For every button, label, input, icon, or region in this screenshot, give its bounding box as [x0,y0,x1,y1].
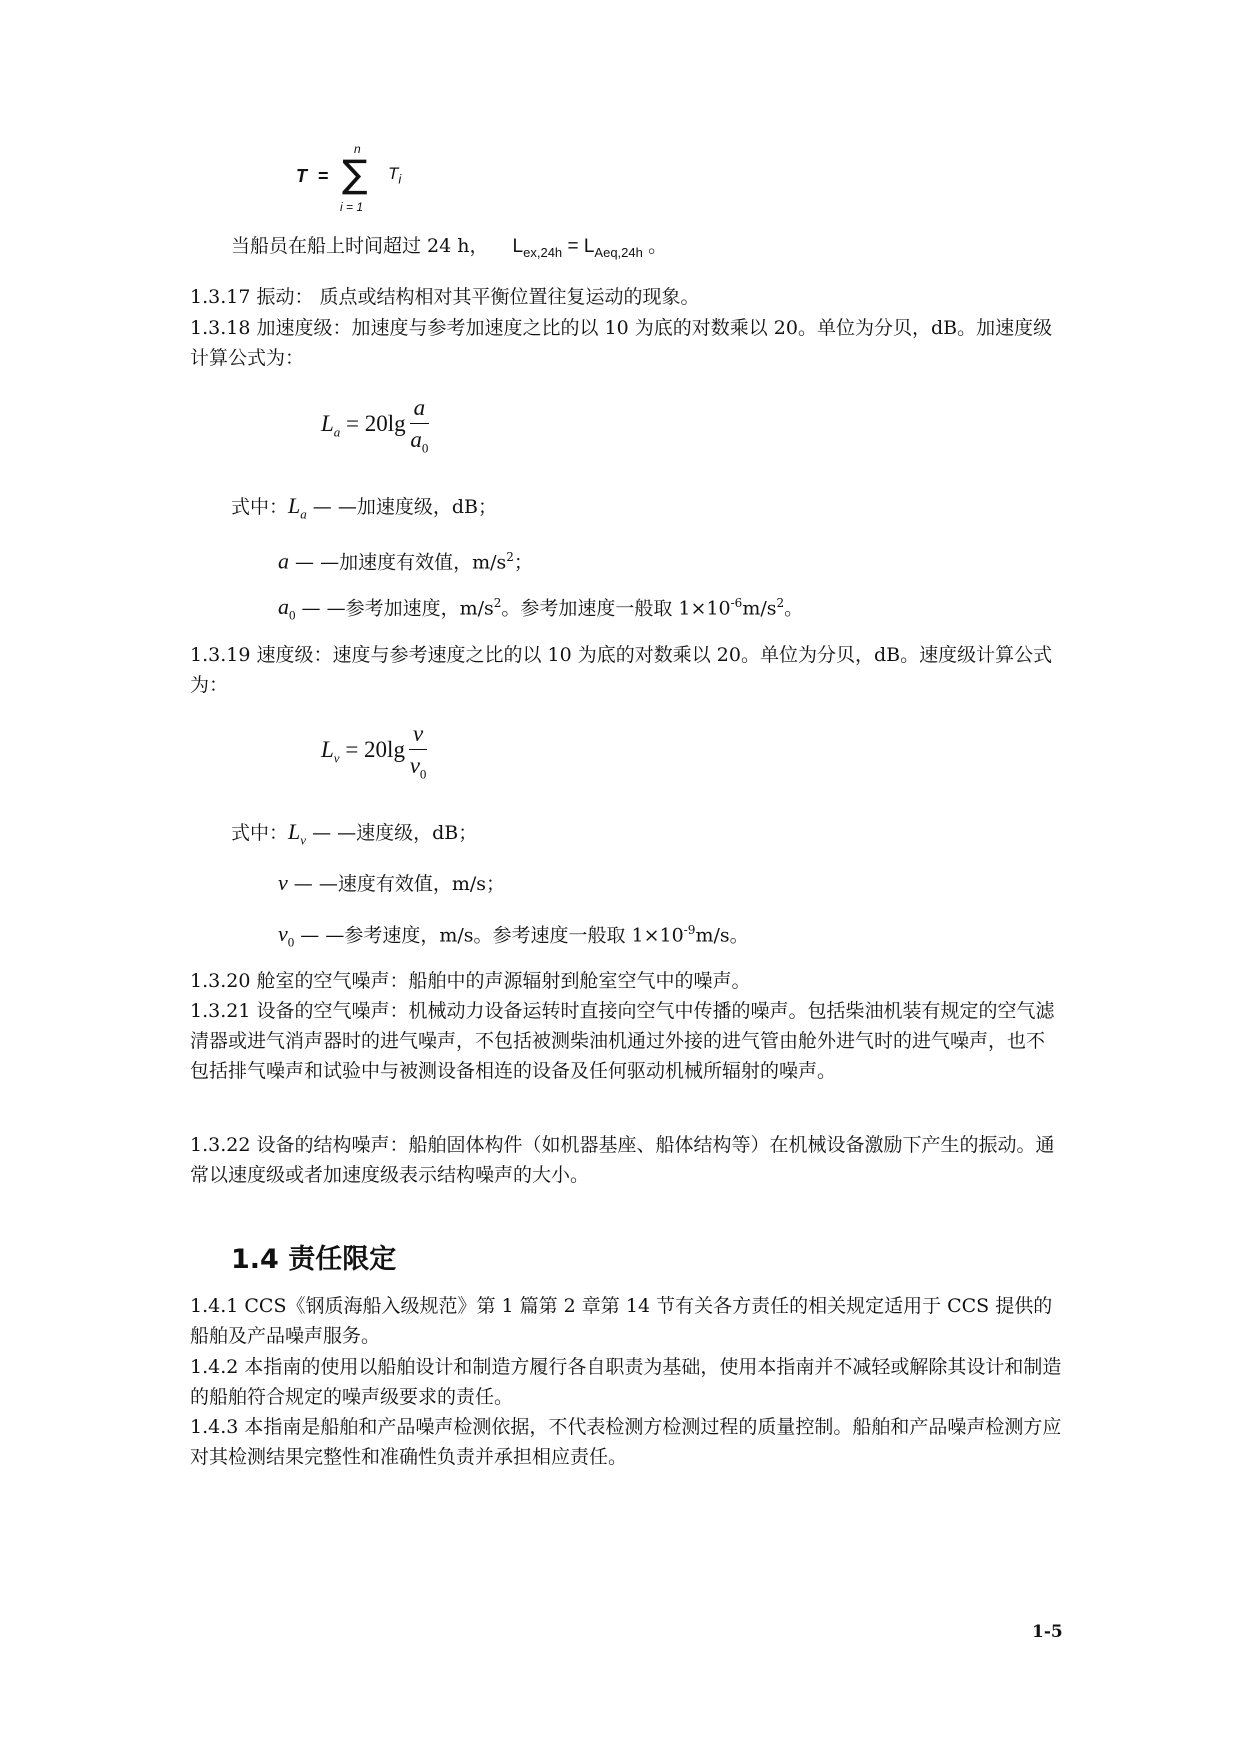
clause-1-3-21: 1.3.21 设备的空气噪声：机械动力设备运转时直接向空气中传播的噪声。包括柴油机装有规定的空气滤清器或进气消声器时的进气噪声，不包括被测柴油机通过外接的进气管由舱外进气时的进气噪声，也不包括排气噪声和试验中与被测设备相连的设备及任何驱动机械所辐射的噪声。 [190,1000,1055,1082]
definition-v0-sym: v [278,921,288,947]
definition-la-text: — —加速度级，dB； [306,496,497,518]
definition-a0-mid: 。参考加速度一般取 1×10 [501,597,731,620]
clause-1-3-17: 1.3.17 振动： 质点或结构相对其平衡位置往复运动的现象。 [190,286,700,308]
definition-a0-sub: 0 [289,607,296,623]
lex-24h-formula [512,236,668,260]
definition-la-sym: L [288,493,301,518]
formula-lv-fraction [409,721,427,783]
lex-eq: = [567,236,579,257]
formula-lv-lhs-sub: v [333,750,340,766]
formula-la-lhs-symbol: L [321,411,334,437]
formula-lv-denominator [409,750,427,783]
definition-a0-sup2: -6 [730,596,743,610]
formula-t-term-symbol: T [388,164,399,183]
clause-1-4-1: 1.4.1 CCS《钢质海船入级规范》第 1 篇第 2 章第 14 节有关各方责任的相关规定适用于 CCS 提供的船舶及产品噪声服务。 [190,1295,1053,1347]
definition-lv-text: — —速度级，dB； [306,822,478,844]
definition-v-text: — —速度有效值，m/s； [287,873,506,895]
lex-end: 。 [648,236,668,257]
definition-lv-symbol [288,819,307,848]
section-heading-1-4: 1.4 责任限定 [231,1244,397,1275]
laeq-sub: Aeq,24h [594,244,643,260]
formula-lv-den-sub: 0 [419,766,427,782]
formula-la-denominator [410,424,430,457]
lex-symbol: L [512,236,524,257]
definition-v0-end: m/s。 [695,924,749,947]
definition-v [278,868,505,899]
formula-lv-den-symbol: v [409,753,420,778]
formula-velocity-level [321,721,427,783]
formula-la-lhs [321,411,341,440]
definition-v0-text: — —参考速度，m/s。参考速度一般取 1×10 [294,924,684,947]
clause-1-4-2: 1.4.2 本指南的使用以船舶设计和制造方履行各自职责为基础，使用本指南并不减轻或解除其设计和制造的船舶符合规定的噪声级要求的责任。 [190,1356,1062,1408]
definition-v-symbol: v [278,870,288,895]
definition-a0-sup1: 2 [493,596,502,610]
definition-lv [231,817,477,855]
definition-a-text: — —加速度有效值，m/s [289,551,507,574]
lex-sub: ex,24h [523,244,563,260]
formula-t-sum-top: n [354,142,361,156]
formula-t-term-sub: i [398,171,402,187]
formula-la-den-symbol: a [410,427,422,452]
formula-t-sum-sign: ∑ [342,152,368,196]
formula-la-eq: = 20lg [346,411,406,437]
definition-la-symbol [288,493,307,522]
definition-a0-symbol [278,594,296,623]
definition-a-sup: 2 [506,550,514,564]
crew-24h-text: 当船员在船上时间超过 24 h， [231,235,489,257]
definition-lv-sym: L [288,819,301,844]
definition-la-sym-sub: a [300,506,307,522]
laeq-symbol: L [583,236,595,257]
definition-a-end: ； [513,551,533,574]
formula-lv-numerator: v [409,721,427,750]
clause-1-3-20: 1.3.20 舱室的空气噪声：船舶中的声源辐射到舱室空气中的噪声。 [190,970,751,992]
formula-lv-lhs [321,737,340,766]
formula-lv-lhs-symbol: L [321,737,334,763]
clause-1-4-3: 1.4.3 本指南是船舶和产品噪声检测依据，不代表检测方检测过程的质量控制。船舶和产品噪声检测方应对其检测结果完整性和准确性负责并承担相应责任。 [190,1416,1062,1468]
definition-a0-mid2: m/s [742,597,777,620]
definition-v0-symbol [278,921,295,950]
definition-v0-sup: -9 [683,923,696,937]
definition-lv-prefix: 式中： [231,822,289,844]
clause-1-3-22: 1.3.22 设备的结构噪声：船舶固体构件（如机器基座、船体结构等）在机械设备激励下产生的振动。通常以速度级或者加速度级表示结构噪声的大小。 [190,1134,1055,1186]
formula-total-time [296,142,416,220]
definition-lv-sym-sub: v [300,832,307,848]
clause-1-3-19: 1.3.19 速度级：速度与参考速度之比的以 10 为底的对数乘以 20。单位为分贝，dB。速度级计算公式为： [190,644,1053,696]
clause-1-3-18: 1.3.18 加速度级：加速度与参考加速度之比的以 10 为底的对数乘以 20。单位为分贝，dB。加速度级计算公式为： [190,317,1053,369]
formula-t-lhs: T [296,166,307,186]
formula-t-term [388,164,401,186]
definition-a [278,542,533,577]
definition-a0 [278,588,803,631]
formula-t-eq: = [318,166,329,186]
page-number: 1-5 [1032,1622,1063,1642]
definition-v0-sub: 0 [287,934,295,950]
definition-la [231,491,497,529]
formula-la-numerator: a [410,395,430,424]
crew-24h-line [231,231,667,268]
formula-lv-eq: = 20lg [345,737,405,763]
formula-t-sum-bottom: i = 1 [340,200,364,214]
formula-la-fraction [410,395,430,457]
definition-a0-sup3: 2 [776,596,785,610]
formula-la-den-sub: 0 [421,440,429,456]
definition-a0-sym: a [278,594,289,620]
definition-a0-text: — —参考加速度，m/s [295,597,494,620]
formula-acceleration-level [321,395,429,457]
definition-v0 [278,915,749,958]
definition-la-prefix: 式中： [231,496,289,518]
definition-a-symbol: a [278,548,289,574]
definition-a0-end: 。 [784,597,804,620]
formula-la-lhs-sub: a [333,424,341,440]
